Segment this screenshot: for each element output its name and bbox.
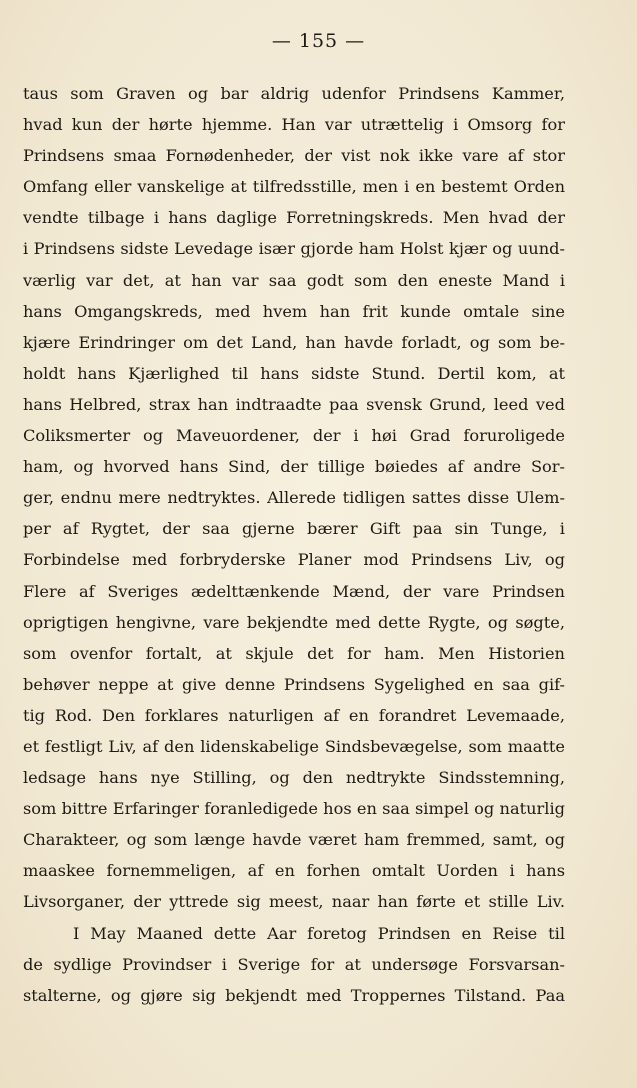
text-line: maaskee fornemmeligen, af en forhen omtalt Uorden i hans (23, 861, 565, 881)
text-line: vendte tilbage i hans daglige Forretningskreds. Men hvad der (23, 208, 565, 228)
text-line: stalterne, og gjøre sig bekjendt med Troppernes Tilstand. Paa (23, 985, 565, 1005)
text-line: oprigtigen hengivne, vare bekjendte med dette Rygte, og søgte, (23, 612, 565, 632)
text-line: holdt hans Kjærlighed til hans sidste Stund. Dertil kom, at (23, 363, 565, 383)
body-text (23, 78, 565, 1011)
page-number: — 155 — (271, 30, 366, 52)
text-line: værlig var det, at han var saa godt som den eneste Mand i (23, 270, 565, 290)
text-line: ledsage hans nye Stilling, og den nedtrykte Sindsstemning, (23, 768, 565, 788)
text-line: Prindsens smaa Fornødenheder, der vist nok ikke vare af stor (23, 146, 565, 166)
text-line: I May Maaned dette Aar foretog Prindsen en Reise til (73, 923, 565, 943)
text-line: et festligt Liv, af den lidenskabelige Sindsbevægelse, som maatte (23, 736, 565, 756)
text-line: som ovenfor fortalt, at skjule det for ham. Men Historien (23, 643, 565, 663)
text-line: tig Rod. Den forklares naturligen af en forandret Levemaade, (23, 705, 565, 725)
text-line: hans Helbred, strax han indtraadte paa svensk Grund, leed ved (23, 394, 565, 414)
text-line: Omfang eller vanskelige at tilfredsstille, men i en bestemt Orden (23, 177, 565, 197)
text-line: Charakteer, og som længe havde været ham fremmed, samt, og (23, 830, 565, 850)
text-line: Forbindelse med forbryderske Planer mod Prindsens Liv, og (23, 550, 565, 570)
text-line: ham, og hvorved hans Sind, der tillige bøiedes af andre Sor- (23, 457, 565, 477)
text-line: Coliksmerter og Maveuordener, der i høi Grad foruroligede (23, 426, 565, 446)
text-line: behøver neppe at give denne Prindsens Sygelighed en saa gif- (23, 674, 565, 694)
text-line: som bittre Erfaringer foranledigede hos en saa simpel og naturlig (23, 799, 565, 819)
text-line: kjære Erindringer om det Land, han havde forladt, og som be- (23, 332, 565, 352)
text-line: Flere af Sveriges ædelttænkende Mænd, der vare Prindsen (23, 581, 565, 601)
text-line: hans Omgangskreds, med hvem han frit kunde omtale sine (23, 301, 565, 321)
text-line: i Prindsens sidste Levedage især gjorde ham Holst kjær og uund- (23, 239, 565, 259)
text-line: Livsorganer, der yttrede sig meest, naar han førte et stille Liv. (23, 892, 565, 912)
text-line: ger, endnu mere nedtryktes. Allerede tidligen sattes disse Ulem- (23, 488, 565, 508)
text-line: de sydlige Provindser i Sverige for at undersøge Forsvarsan- (23, 954, 565, 974)
text-line: taus som Graven og bar aldrig udenfor Prindsens Kammer, (23, 84, 565, 103)
text-line: per af Rygtet, der saa gjerne bærer Gift paa sin Tunge, i (23, 519, 565, 539)
text-line: hvad kun der hørte hjemme. Han var utrættelig i Omsorg for (23, 115, 565, 135)
